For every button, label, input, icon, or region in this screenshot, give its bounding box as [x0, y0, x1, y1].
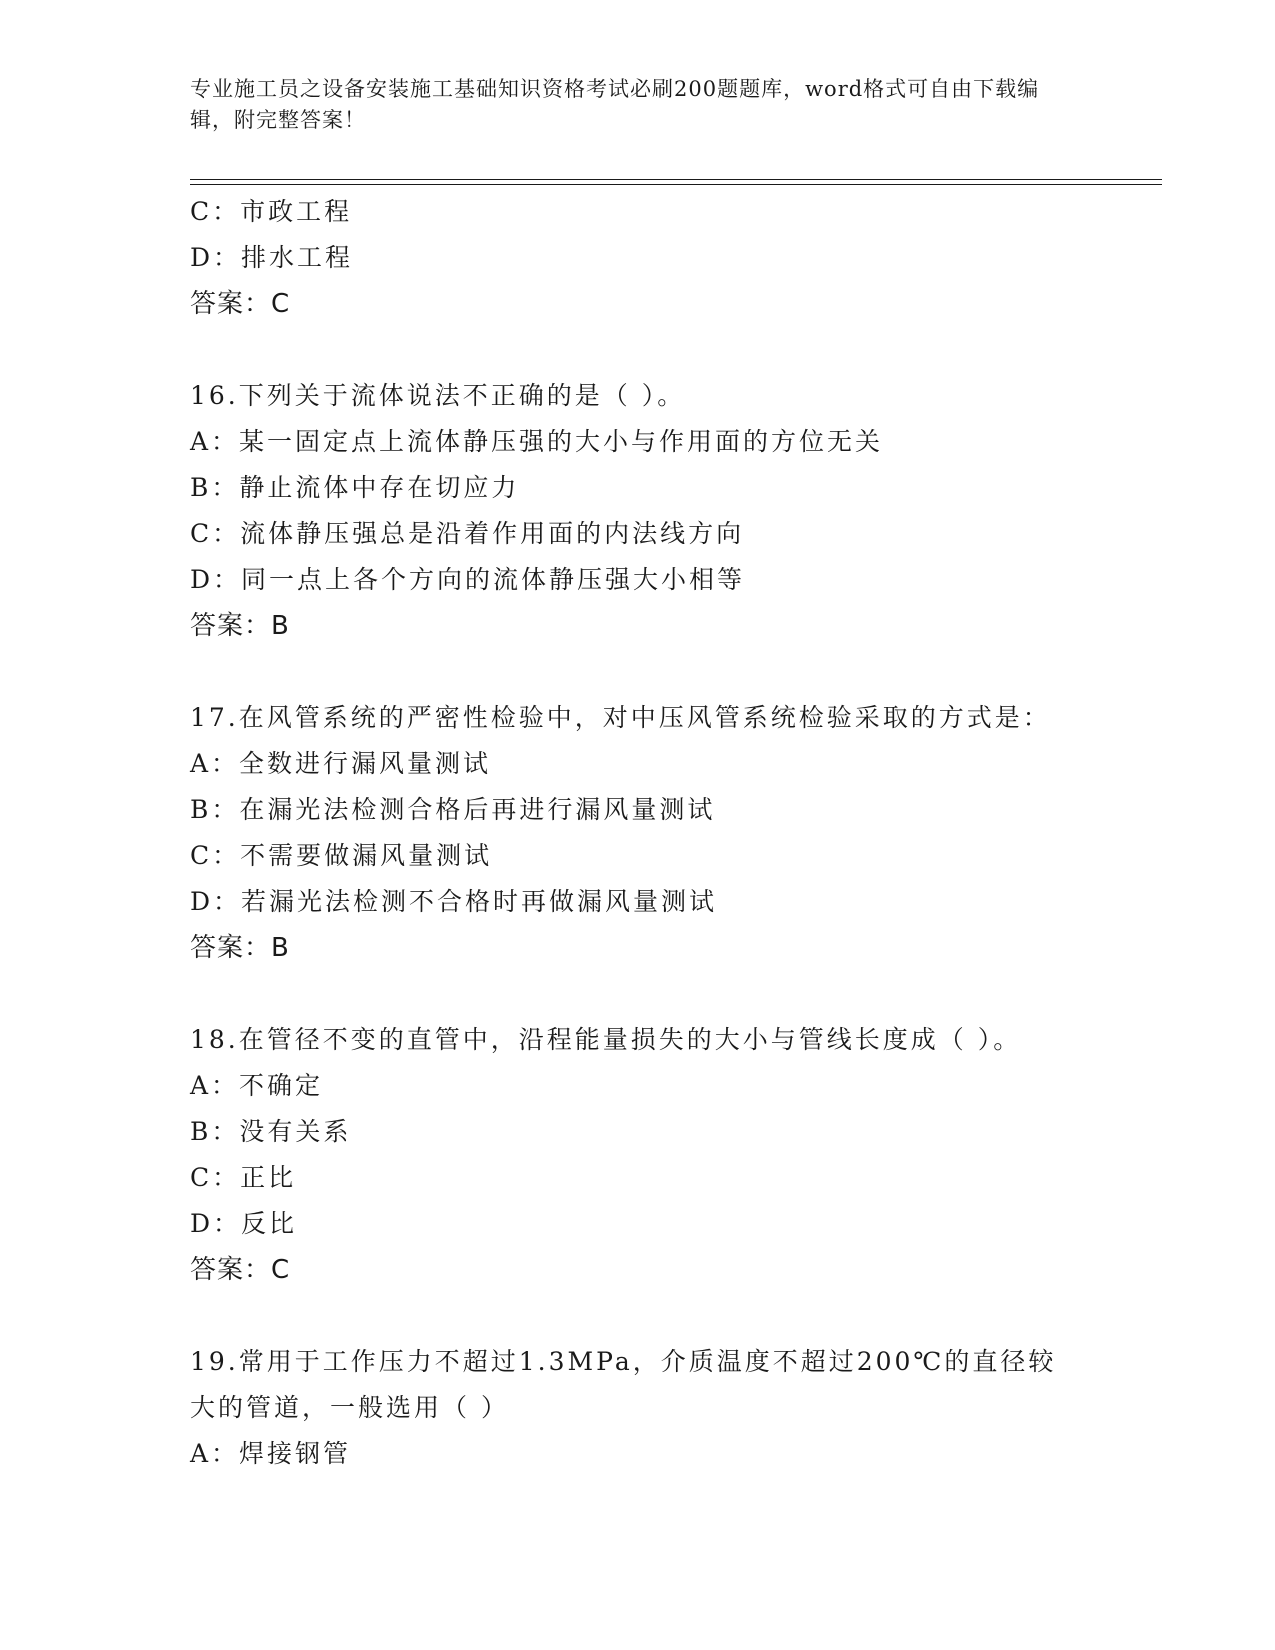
answer-line: 答案：C — [190, 289, 291, 319]
option-a: A：焊接钢管 — [190, 1439, 352, 1468]
question-block — [190, 695, 1090, 971]
spacer — [190, 649, 1090, 695]
option-d: D：排水工程 — [190, 243, 354, 272]
question-text: 17.在风管系统的严密性检验中，对中压风管系统检验采取的方式是： — [190, 703, 1051, 732]
option-a: A：全数进行漏风量测试 — [190, 749, 492, 778]
document-header-title: 专业施工员之设备安装施工基础知识资格考试必刷200题题库，word格式可自由下载编辑，附完整答案！ — [190, 77, 1040, 132]
question-text: 19.常用于工作压力不超过1.3MPa，介质温度不超过200℃的直径较大的管道，一般选用（ ） — [190, 1347, 1057, 1422]
question-list — [190, 189, 1090, 1477]
header-rule-top — [190, 179, 1162, 180]
spacer — [190, 1293, 1090, 1339]
option-c: C：流体静压强总是沿着作用面的内法线方向 — [190, 519, 745, 548]
option-a: A：某一固定点上流体静压强的大小与作用面的方位无关 — [190, 427, 884, 456]
question-text: 16.下列关于流体说法不正确的是（ ）。 — [190, 381, 686, 410]
answer-line: 答案：C — [190, 1255, 291, 1285]
option-c: C：市政工程 — [190, 197, 353, 226]
option-b: B：静止流体中存在切应力 — [190, 473, 520, 502]
answer-line: 答案：B — [190, 933, 290, 963]
option-d: D：若漏光法检测不合格时再做漏风量测试 — [190, 887, 718, 916]
option-d: D：反比 — [190, 1209, 298, 1238]
option-d: D：同一点上各个方向的流体静压强大小相等 — [190, 565, 746, 594]
option-c: C：不需要做漏风量测试 — [190, 841, 493, 870]
question-block — [190, 1017, 1090, 1293]
option-b: B：在漏光法检测合格后再进行漏风量测试 — [190, 795, 716, 824]
spacer — [190, 971, 1090, 1017]
option-b: B：没有关系 — [190, 1117, 352, 1146]
question-block — [190, 373, 1090, 649]
answer-line: 答案：B — [190, 611, 290, 641]
header-rule-bottom — [190, 184, 1162, 185]
option-a: A：不确定 — [190, 1071, 324, 1100]
option-c: C：正比 — [190, 1163, 297, 1192]
question-block — [190, 1339, 1090, 1477]
spacer — [190, 327, 1090, 373]
question-text: 18.在管径不变的直管中，沿程能量损失的大小与管线长度成（ ）。 — [190, 1025, 1022, 1054]
question-block — [190, 189, 1090, 327]
